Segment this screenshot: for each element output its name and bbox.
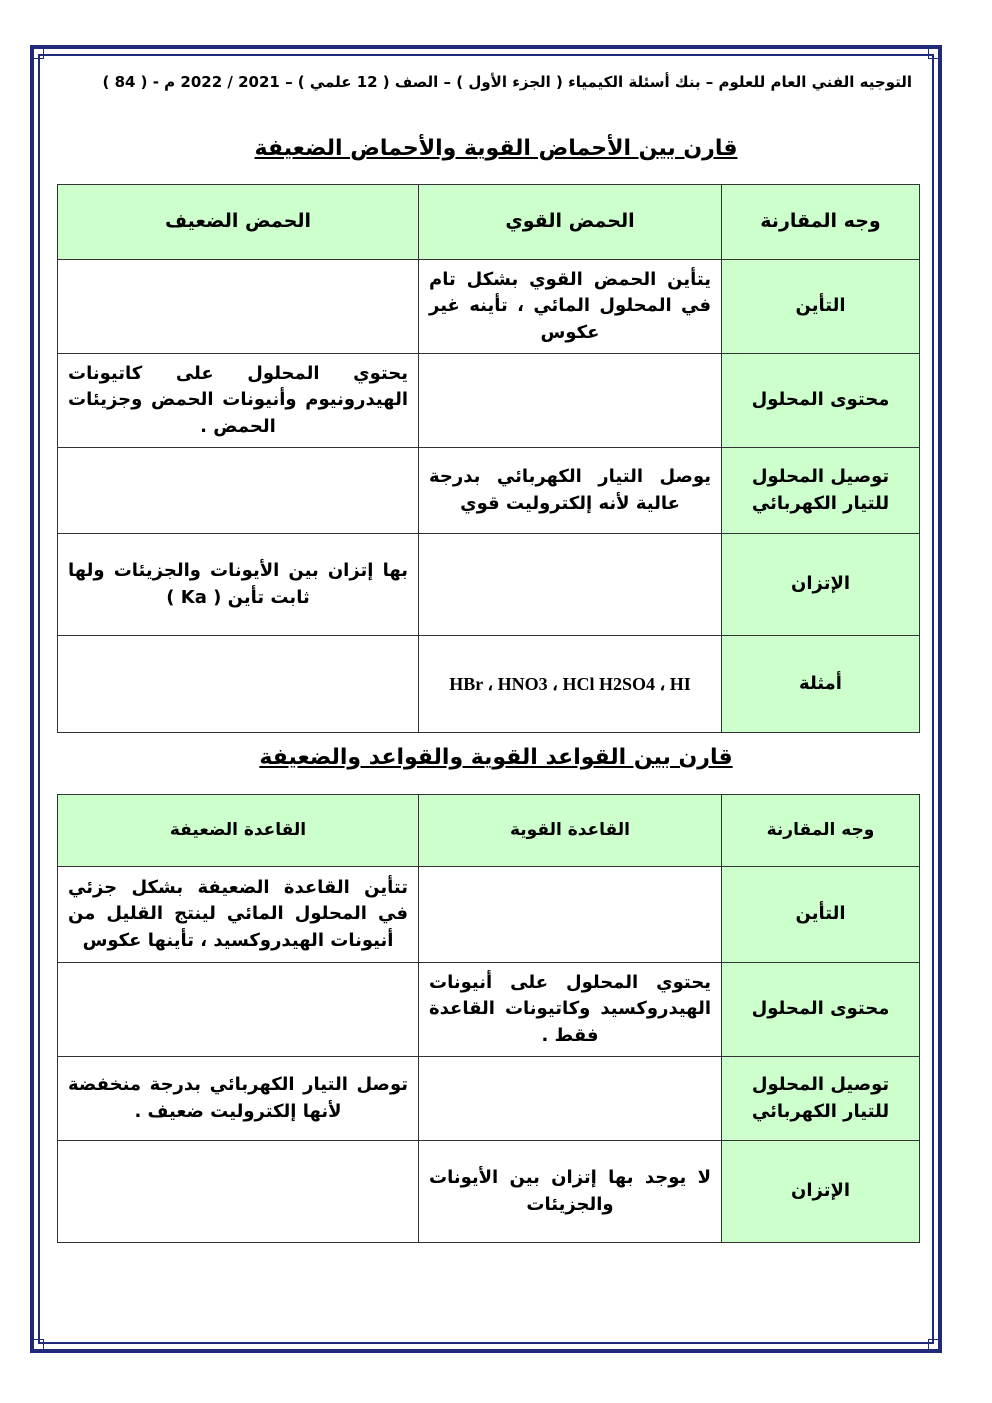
table-row <box>58 534 920 636</box>
strong-cell: يتأين الحمض القوي بشكل تام في المحلول المائي ، تأينه غير عكوس <box>419 260 722 354</box>
page-header <box>80 73 912 91</box>
strong-cell <box>419 534 722 636</box>
header-text: التوجيه الفني العام للعلوم – بنك أسئلة الكيمياء ( الجزء الأول ) – الصف ( 12 علمي ) – 2021 / 2022 م - ( 84 ) <box>102 73 912 91</box>
row-label: الإتزان <box>722 1141 920 1243</box>
table-row <box>58 963 920 1057</box>
header-cell-aspect: وجه المقارنة <box>722 795 920 867</box>
strong-cell-examples: HBr ، HNO3 ، HCl H2SO4 ، HI <box>419 636 722 733</box>
header-cell-weak: القاعدة الضعيفة <box>58 795 419 867</box>
table-row <box>58 354 920 448</box>
weak-cell <box>58 1141 419 1243</box>
table-row <box>58 1141 920 1243</box>
table-row <box>58 636 920 733</box>
acids-title: قارن بين الأحماض القوية والأحماض الضعيفة <box>254 136 738 161</box>
strong-cell: يحتوي المحلول على أنيونات الهيدروكسيد وكاتيونات القاعدة فقط . <box>419 963 722 1057</box>
table-row <box>58 867 920 963</box>
weak-cell <box>58 636 419 733</box>
row-label: التأين <box>722 260 920 354</box>
weak-cell: يحتوي المحلول على كاتيونات الهيدرونيوم وأنيونات الحمض وجزيئات الحمض . <box>58 354 419 448</box>
table-header-row <box>58 795 920 867</box>
border-corner <box>30 1339 44 1353</box>
strong-cell <box>419 867 722 963</box>
border-corner <box>30 45 44 59</box>
strong-cell <box>419 1057 722 1141</box>
header-cell-aspect: وجه المقارنة <box>722 185 920 260</box>
acids-table <box>57 184 920 733</box>
row-label: الإتزان <box>722 534 920 636</box>
row-label: توصيل المحلول للتيار الكهربائي <box>722 448 920 534</box>
header-cell-weak: الحمض الضعيف <box>58 185 419 260</box>
border-corner <box>928 1339 942 1353</box>
table-row <box>58 260 920 354</box>
border-corner <box>928 45 942 59</box>
weak-cell: توصل التيار الكهربائي بدرجة منخفضة لأنها إلكتروليت ضعيف . <box>58 1057 419 1141</box>
header-cell-strong: الحمض القوي <box>419 185 722 260</box>
row-label: محتوى المحلول <box>722 354 920 448</box>
weak-cell <box>58 260 419 354</box>
strong-cell <box>419 354 722 448</box>
weak-cell: بها إتزان بين الأيونات والجزيئات ولها ثابت تأين ( Ka ) <box>58 534 419 636</box>
weak-cell <box>58 448 419 534</box>
bases-table <box>57 794 920 1243</box>
table-header-row <box>58 185 920 260</box>
row-label: التأين <box>722 867 920 963</box>
weak-cell <box>58 963 419 1057</box>
table-row <box>58 1057 920 1141</box>
weak-cell: تتأين القاعدة الضعيفة بشكل جزئي في المحلول المائي لينتج القليل من أنيونات الهيدروكسيد ، تأينها عكوس <box>58 867 419 963</box>
row-label: محتوى المحلول <box>722 963 920 1057</box>
row-label: توصيل المحلول للتيار الكهربائي <box>722 1057 920 1141</box>
strong-cell: لا يوجد بها إتزان بين الأيونات والجزيئات <box>419 1141 722 1243</box>
header-cell-strong: القاعدة القوية <box>419 795 722 867</box>
row-label: أمثلة <box>722 636 920 733</box>
bases-title: قارن بين القواعد القوية والقواعد والضعيفة <box>259 745 733 770</box>
table-row <box>58 448 920 534</box>
strong-cell: يوصل التيار الكهربائي بدرجة عالية لأنه إلكتروليت قوي <box>419 448 722 534</box>
